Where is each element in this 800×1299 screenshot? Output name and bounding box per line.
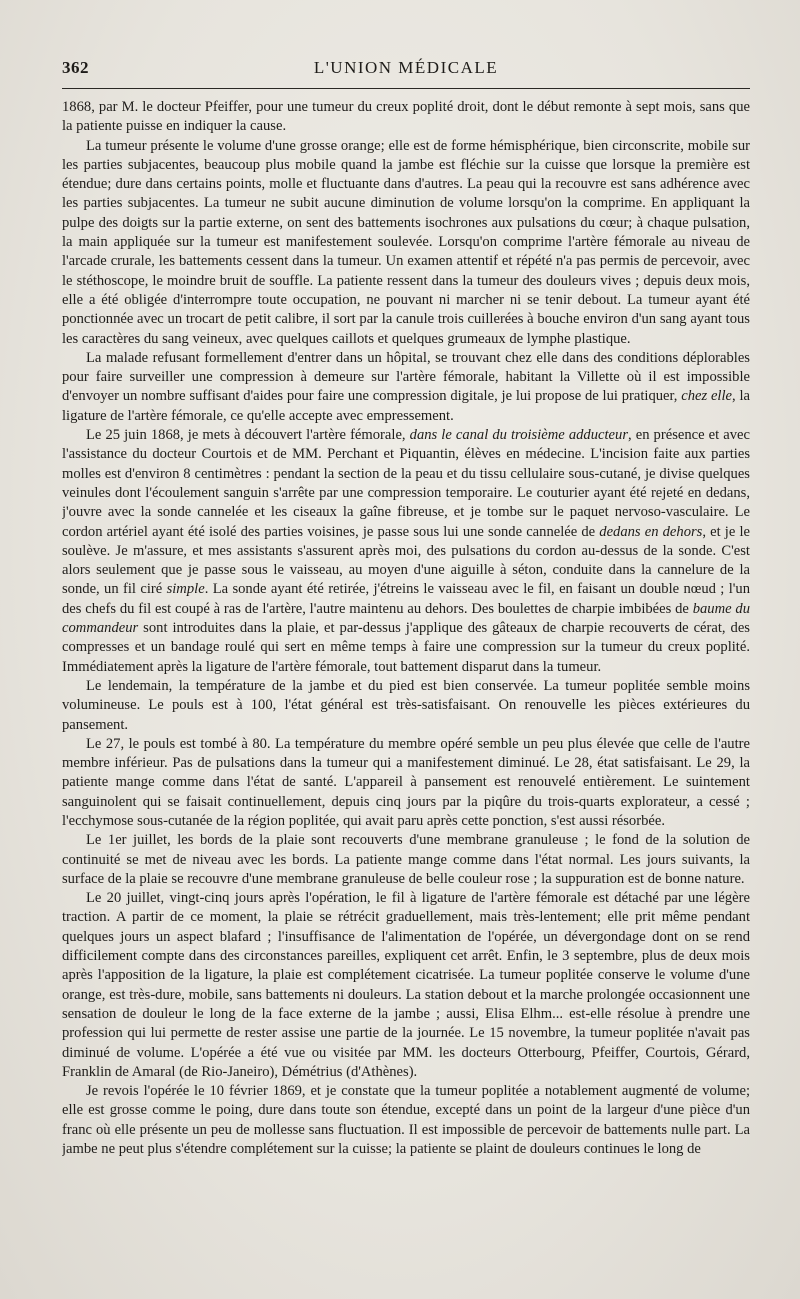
italic-text: chez elle [681,388,733,405]
text-run: Le 25 juin 1868, je mets à découvert l'artère fémorale, [86,427,410,444]
paragraph [62,98,750,137]
text-run: Le 20 juillet, vingt-cinq jours après l'opération, le fil à ligature de l'artère fémorale est détaché par une légère traction. A partir de ce moment, la plaie se rétrécit graduellement, mais très-lentement; elle prit même pendant quelques jours un aspect blafard ; l'insuffisance de l'alimentation de l'opérée, un dévergondage dont on se rend difficilement compte dans des circonstances pareilles, expliquent cet arrêt. Enfin, le 3 septembre, plus de deux mois après l'apposition de la ligature, la plaie est complétement cicatrisée. La tumeur poplitée conserve le volume d'une orange, est très-dure, mobile, sans battements ni douleurs. La station debout et la marche prolongée occasionnent une sensation de douleur le long de la face externe de la jambe ; aussi, Elisa Elhm... est-elle résolue à prendre une profession qui lui permette de rester assise une partie de la journée. Le 15 novembre, la tumeur poplitée n'avait pas diminué de volume. L'opérée a été vue ou visitée par MM. les docteurs Otterbourg, Pfeiffer, Courtois, Gérard, Franklin de Amaral (de Rio-Janeiro), Démétrius (d'Athènes). [62,890,750,1080]
text-run: Le 27, le pouls est tombé à 80. La température du membre opéré semble un peu plus élevée que celle de l'autre membre inférieur. Pas de pulsations dans la tumeur qui a manifestement diminué. Le 28, état satisfaisant. Le 29, la patiente mange comme dans l'état de santé. L'appareil à pansement est renouvelé entièrement. Le suintement sanguinolent qui se faisait continuellement, depuis cinq jours par la piqûre du trois-quarts explorateur, a cessé ; l'ecchymose sous-cutanée de la région poplitée, qui avait paru après cette ponction, s'est aussi résorbée. [62,735,750,829]
text-run: La tumeur présente le volume d'une grosse orange; elle est de forme hémisphérique, bien circonscrite, mobile sur les parties subjacentes, beaucoup plus mobile quand la jambe est fléchie sur la cuisse que lorsque la première est étendue; dure dans certains points, molle et fluctuante dans d'autres. La peau qui la recouvre est sans adhérence avec les parties subjacentes. La tumeur ne subit aucune diminution de volume lorsqu'on la comprime. En appliquant la pulpe des doigts sur la partie externe, on sent des battements isochrones aux pulsations du cœur; à chaque pulsation, la main appliquée sur la tumeur est manifestement soulevée. Lorsqu'on comprime l'artère fémorale au niveau de l'arcade crurale, les battements cessent dans la tumeur. Un examen attentif et répété n'a pas permis de percevoir, avec le stéthoscope, le moindre bruit de souffle. La patiente ressent dans la tumeur des douleurs vives ; depuis deux mois, elle a été obligée d'interrompre toute occupation, ne pouvant ni marcher ni se tenir debout. La tumeur ayant été ponctionnée avec un trocart de petit calibre, il sort par la canule trois cuillerées à bouche environ d'un sang ayant tous les caractères du sang veineux, avec quelques caillots et quelques grumeaux de lymphe plastique. [62,137,750,347]
paragraph [62,1082,750,1159]
paragraph [62,735,750,831]
text-run: sont introduites dans la plaie, et par-dessus j'applique des gâteaux de charpie recouverts de cérat, des compresses et un bandage roulé qui sert en même temps à faire une compression sur la tumeur du creux poplité. Immédiatement après la ligature de l'artère fémorale, tout battement disparut dans la tumeur. [62,620,750,675]
page-number: 362 [62,58,89,77]
italic-text: dedans en dehors [599,523,703,540]
running-title: L'UNION MÉDICALE [313,58,499,77]
paragraph [62,349,750,426]
paragraph [62,426,750,677]
text-run: , et je le soulève. Je m'assure, et mes assistants s'assurent après moi, des pulsations du cordon au-dessus de la sonde. C'est alors seulement que je passe sous le vaisseau, au moyen d'une aiguille à séton, conduite dans la cannelure de la sonde, un fil ciré [62,523,750,598]
paragraph [62,137,750,349]
text-run: , la ligature de l'artère fémorale, ce qu'elle accepte avec empressement. [62,388,750,424]
article-body [62,98,750,1275]
italic-text: dans le canal du troisième adducteur [409,427,629,444]
text-run: , en présence et avec l'assistance du docteur Courtois et de MM. Perchant et Piquantin, élèves en médecine. L'incision faite aux parties molles est d'environ 8 centimètres : pendant la section de la peau et du tissu cellulaire sous-cutané, je divise quelques veinules dont l'écoulement sanguin s'arrête par une compression temporaire. Le couturier ayant été rejeté en dedans, j'ouvre avec la sonde cannelée et les ciseaux la gaîne fibreuse, et je tombe sur le paquet nervoso-vasculaire. Le cordon artériel ayant été isolé des parties voisines, je passe sous lui une sonde cannelée de [62,427,750,540]
text-run: . La sonde ayant été retirée, j'étreins le vaisseau avec le fil, en faisant un double nœud ; l'un des chefs du fil est coupé à ras de l'artère, l'autre maintenu au dehors. Des boulettes de charpie imbibées de [62,581,750,617]
text-run: Le 1er juillet, les bords de la plaie sont recouverts d'une membrane granuleuse ; le fond de la solution de continuité se met de niveau avec les bords. La patiente mange comme dans l'état normal. Les jours suivants, la surface de la plaie se recouvre d'une membrane granuleuse de belle couleur rose ; la suppuration est de bonne nature. [62,832,750,887]
italic-text: baume du commandeur [62,600,750,637]
text-run: Le lendemain, la température de la jambe et du pied est bien conservée. La tumeur poplitée semble moins volumineuse. Le pouls est à 100, l'état général est très-satisfaisant. On renouvelle les pièces extérieures du pansement. [62,677,750,733]
text-run: Je revois l'opérée le 10 février 1869, et je constate que la tumeur poplitée a notablement augmenté de volume; elle est grosse comme le poing, dure dans toute son étendue, excepté dans un point de la largeur d'une pièce d'un franc où elle présente un peu de mollesse sans fluctuation. Il est impossible de percevoir de battements nulle part. La jambe ne peut plus s'étendre complétement sur la cuisse; la patiente se plaint de douleurs continues le long de [62,1083,750,1158]
page-header [62,54,750,89]
text-run: La malade refusant formellement d'entrer dans un hôpital, se trouvant chez elle dans des conditions déplorables pour faire surveiller une compression à demeure sur l'artère fémorale, habitant la Villette où il est impossible d'envoyer un nombre suffisant d'aides pour faire une compression digitale, je lui propose de lui pratiquer, [62,349,750,405]
paragraph [62,889,750,1082]
paragraph [62,677,750,735]
paragraph [62,831,750,889]
text-run: 1868, par M. le docteur Pfeiffer, pour une tumeur du creux poplité droit, dont le début remonte à sept mois, sans que la patiente puisse en indiquer la cause. [62,99,750,135]
italic-text: simple [166,581,205,598]
